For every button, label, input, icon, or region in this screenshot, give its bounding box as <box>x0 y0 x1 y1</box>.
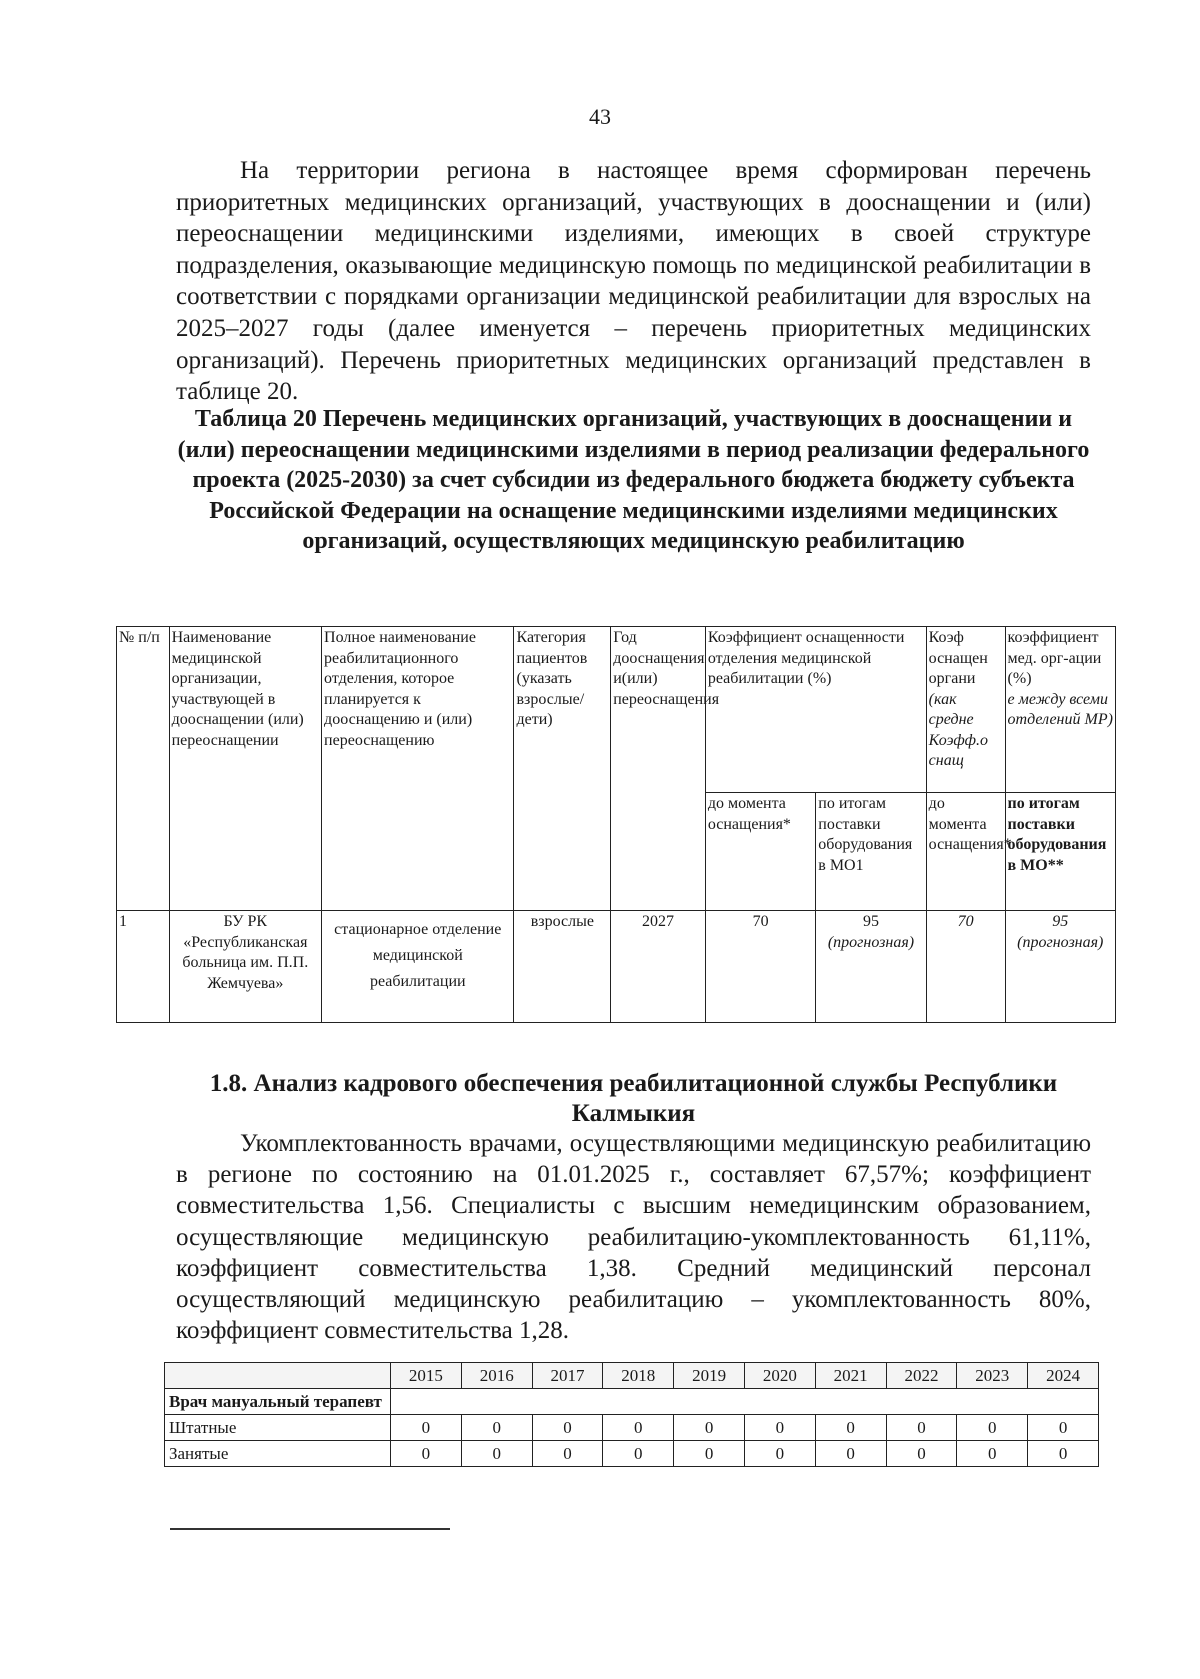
subheader-before: до момента оснащения* <box>705 793 815 911</box>
year-header: 2023 <box>957 1363 1028 1389</box>
section-title: 1.8. Анализ кадрового обеспечения реабилитационной службы Республики Калмыкия <box>209 1070 1058 1127</box>
cell-value: 0 <box>744 1441 815 1467</box>
page-number: 43 <box>589 104 611 129</box>
cell-value: 0 <box>815 1441 886 1467</box>
row-org-before: 70 <box>926 911 1005 1023</box>
row-mo-after-note: (прогнозная) <box>1017 933 1104 951</box>
row-before: 70 <box>705 911 815 1023</box>
year-header: 2015 <box>391 1363 462 1389</box>
cell-value: 0 <box>391 1415 462 1441</box>
row-num: 1 <box>117 911 170 1023</box>
group-label: Врач мануальный терапевт <box>165 1389 391 1415</box>
year-header: 2016 <box>461 1363 532 1389</box>
year-header: 2019 <box>674 1363 745 1389</box>
table-row <box>165 1415 1099 1441</box>
row-year: 2027 <box>611 911 706 1023</box>
row-label: Занятые <box>165 1441 391 1467</box>
staff-table-header <box>165 1363 1099 1389</box>
staffing-paragraph: Укомплектованность врачами, осуществляющими медицинскую реабилитацию в регионе по состоянию на 01.01.2025 г., составляет 67,57%; коэффициент совместительства 1,56. Специалисты с высшим немедицинским образованием, осуществляющие медицинскую реабилитацию-укомплектованность 61,11%, коэффициент совместительства 1,38. Средний медицинский персонал осуществляющий медицинскую реабилитацию – укомплектованность 80%, коэффициент совместительства 1,28. <box>176 1130 1091 1345</box>
intro-paragraph: На территории региона в настоящее время сформирован перечень приоритетных медицинских организаций, участвующих в дооснащении и (или) переоснащении медицинскими изделиями, имеющих в своей структуре подразделения, оказывающие медицинскую помощь по медицинской реабилитации в соответствии с порядками организации медицинской реабилитации для взрослых на 2025–2027 годы (далее именуется – перечень приоритетных медицинских организаций). Перечень приоритетных медицинских организаций представлен в таблице 20. <box>176 157 1091 406</box>
header-coef-mo-label: коэффициент мед. орг-ации (%) <box>1007 629 1102 687</box>
row-label: Штатные <box>165 1415 391 1441</box>
row-mo-after <box>1005 911 1115 1023</box>
staff-table <box>164 1362 1099 1467</box>
table-20 <box>116 626 1116 1023</box>
cell-value: 0 <box>461 1441 532 1467</box>
row-after <box>816 911 926 1023</box>
cell-value: 0 <box>674 1415 745 1441</box>
footnote-separator <box>170 1528 450 1530</box>
row-after-value: 95 <box>862 913 879 930</box>
year-header: 2022 <box>886 1363 957 1389</box>
cell-value: 0 <box>1028 1415 1099 1441</box>
table-row <box>165 1441 1099 1467</box>
cell-value: 0 <box>532 1441 603 1467</box>
year-header: 2020 <box>744 1363 815 1389</box>
cell-value: 0 <box>532 1415 603 1441</box>
header-dept: Полное наименование реабилитационного отделения, которое планируется к дооснащению и (или) переоснащению <box>322 627 514 911</box>
row-after-note: (прогнозная) <box>827 933 915 951</box>
row-mo-after-value: 95 <box>1052 913 1069 930</box>
subheader-mo-after: по итогам поставки оборудования в МО** <box>1005 793 1115 911</box>
row-org: БУ РК «Республиканская больница им. П.П. Жемчуева» <box>169 911 321 1023</box>
cell-value: 0 <box>603 1415 674 1441</box>
staff-group-row <box>165 1389 1099 1415</box>
cell-value: 0 <box>461 1415 532 1441</box>
header-coef-dept: Коэффициент оснащенности отделения медицинской реабилитации (%) <box>705 627 926 793</box>
row-category: взрослые <box>514 911 611 1023</box>
subheader-after: по итогам поставки оборудования в МО1 <box>816 793 926 911</box>
header-coef-mo <box>1005 627 1115 793</box>
cell-value: 0 <box>957 1415 1028 1441</box>
header-coef-org-note: (как средне Коэфф.о снащ <box>928 690 989 769</box>
year-header: 2017 <box>532 1363 603 1389</box>
table-20-title: Таблица 20 Перечень медицинских организаций, участвующих в дооснащении и (или) переоснащении медицинскими изделиями в период реализации федерального проекта (2025-2030) за счет субсидии из федерального бюджета бюджету субъекта Российской Федерации на оснащение медицинскими изделиями медицинских организаций, осуществляющих медицинскую реабилитацию <box>177 406 1090 554</box>
header-coef-mo-note: е между всеми отделений МР) <box>1007 690 1113 728</box>
header-coef-org <box>926 627 1005 793</box>
year-header-empty <box>165 1363 391 1389</box>
cell-value: 0 <box>744 1415 815 1441</box>
cell-value: 0 <box>815 1415 886 1441</box>
header-year: Год дооснащения и(или) переоснащения <box>611 627 706 911</box>
cell-value: 0 <box>1028 1441 1099 1467</box>
group-empty <box>391 1389 1099 1415</box>
header-num: № п/п <box>117 627 170 911</box>
subheader-org-before: до момента оснащения* <box>926 793 1005 911</box>
header-org: Наименование медицинской организации, участвующей в дооснащении (или) переоснащении <box>169 627 321 911</box>
cell-value: 0 <box>886 1441 957 1467</box>
cell-value: 0 <box>674 1441 745 1467</box>
cell-value: 0 <box>603 1441 674 1467</box>
header-coef-org-label: Коэф оснащен органи <box>928 629 988 687</box>
row-dept: стационарное отделение медицинской реабилитации <box>322 911 514 1023</box>
cell-value: 0 <box>957 1441 1028 1467</box>
cell-value: 0 <box>886 1415 957 1441</box>
year-header: 2024 <box>1028 1363 1099 1389</box>
year-header: 2021 <box>815 1363 886 1389</box>
year-header: 2018 <box>603 1363 674 1389</box>
cell-value: 0 <box>391 1441 462 1467</box>
header-category: Категория пациентов (указать взрослые/ дети) <box>514 627 611 911</box>
